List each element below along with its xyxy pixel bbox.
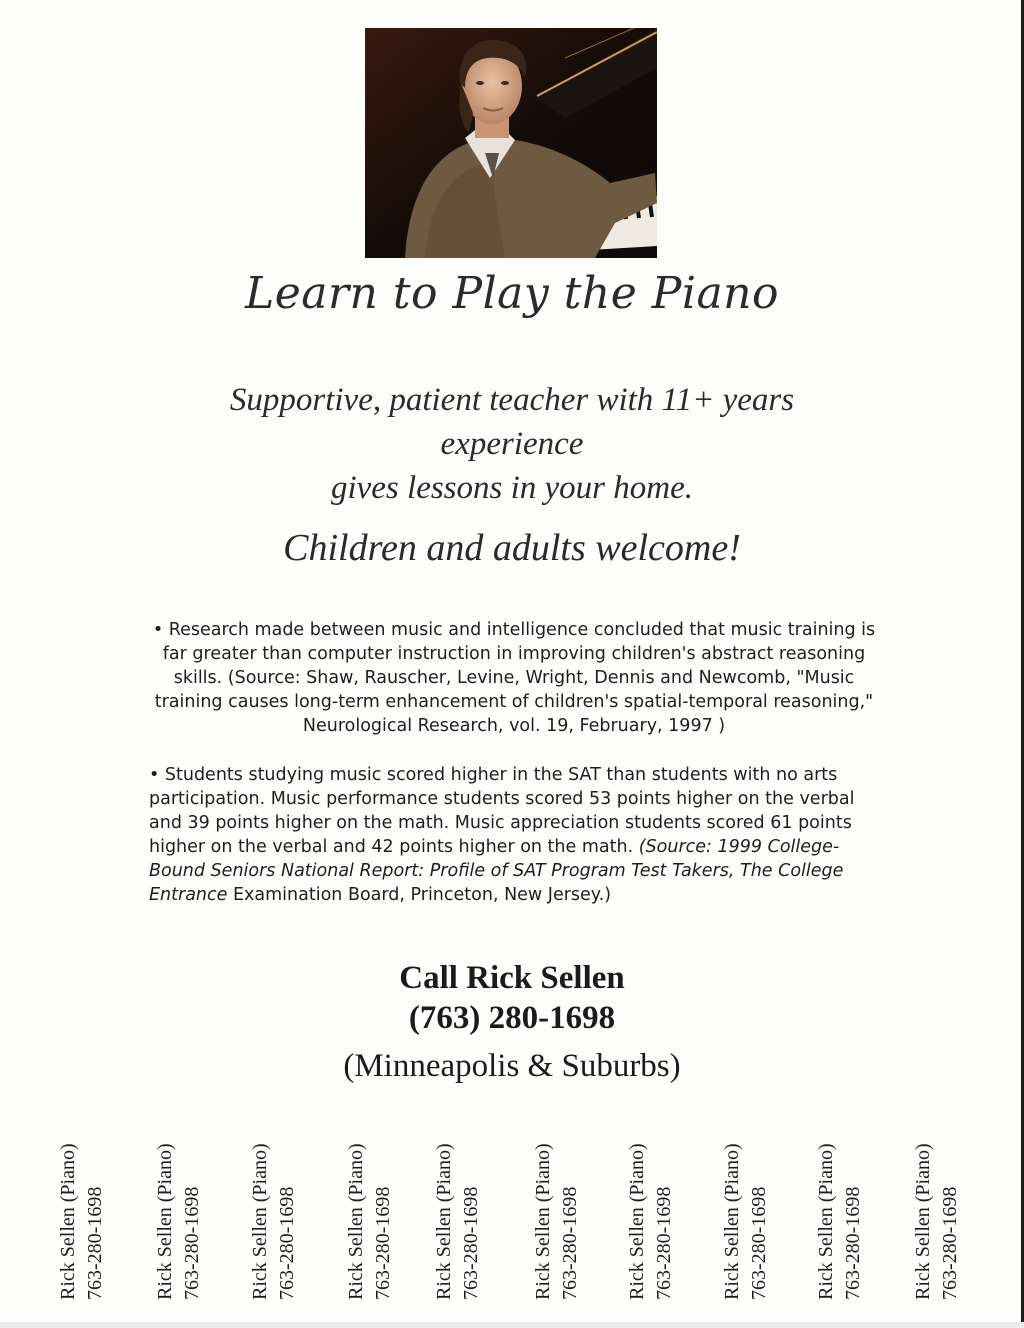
tab-phone: 763-280-1698 [559,1186,581,1300]
pianist-photo [365,28,657,258]
sat-bullet-source-tail: Examination Board, Princeton, New Jersey.) [233,885,612,905]
tear-off-tab[interactable] [343,1100,403,1300]
tear-off-tab[interactable] [431,1100,491,1300]
tab-name: Rick Sellen (Piano) [345,1143,367,1300]
tab-name: Rick Sellen (Piano) [433,1143,455,1300]
tab-phone: 763-280-1698 [939,1186,961,1300]
tear-off-tab[interactable] [813,1100,873,1300]
tear-off-tab[interactable] [55,1100,115,1300]
tab-name: Rick Sellen (Piano) [626,1143,648,1300]
tab-phone: 763-280-1698 [653,1186,675,1300]
tear-off-tab[interactable] [152,1100,212,1300]
tagline [150,378,874,510]
service-area: (Minneapolis & Suburbs) [343,1048,681,1084]
tear-off-tab[interactable] [624,1100,684,1300]
research-bullet: • Research made between music and intelligence concluded that music training is far greater than computer instruction in improving children's abstract reasoning skills. (Source: Shaw, Rauscher, Levine, Wright, Dennis and Newcomb, "Music training causes long-term enhancement of children's spatial-temporal reasoning," Neurological Research, vol. 19, February, 1997 ) [152,620,876,736]
tab-phone: 763-280-1698 [276,1186,298,1300]
tab-name: Rick Sellen (Piano) [249,1143,271,1300]
tab-name: Rick Sellen (Piano) [57,1143,79,1300]
tagline-line-3: gives lessons in your home. [330,470,694,506]
call-line: Call Rick Sellen [399,960,625,996]
phone-number: (763) 280-1698 [408,1000,616,1036]
sat-bullet-text: • Students studying music scored higher in the SAT than students with no arts participation. Music performance students scored 53 points higher on the verbal and 39 points higher on the math. Music appreciation students scored 61 points higher on the verbal and 42 points higher on the math. [149,765,855,857]
tear-off-tab[interactable] [910,1100,970,1300]
sat-bullet [149,763,879,907]
tab-phone: 763-280-1698 [181,1186,203,1300]
welcome-heading: Children and adults welcome! [283,527,741,569]
tear-off-tab[interactable] [719,1100,779,1300]
sat-bullet-source: (Source: 1999 College-Bound Seniors National Report: Profile of SAT Program Test Takers, The College Entrance [149,837,844,905]
page-bottom-edge [0,1322,1024,1328]
tagline-line-2: experience [440,426,584,462]
tab-name: Rick Sellen (Piano) [532,1143,554,1300]
tab-name: Rick Sellen (Piano) [815,1143,837,1300]
tab-phone: 763-280-1698 [842,1186,864,1300]
tab-name: Rick Sellen (Piano) [154,1143,176,1300]
contact-block [0,958,1024,1038]
tab-phone: 763-280-1698 [84,1186,106,1300]
tear-off-tab[interactable] [530,1100,590,1300]
tear-off-tabs [0,1100,1024,1300]
tab-phone: 763-280-1698 [748,1186,770,1300]
tear-off-tab[interactable] [247,1100,307,1300]
page-title: Learn to Play the Piano [244,268,780,319]
tab-name: Rick Sellen (Piano) [912,1143,934,1300]
tab-phone: 763-280-1698 [460,1186,482,1300]
tagline-line-1: Supportive, patient teacher with 11+ years [229,382,795,418]
tab-name: Rick Sellen (Piano) [721,1143,743,1300]
tab-phone: 763-280-1698 [372,1186,394,1300]
